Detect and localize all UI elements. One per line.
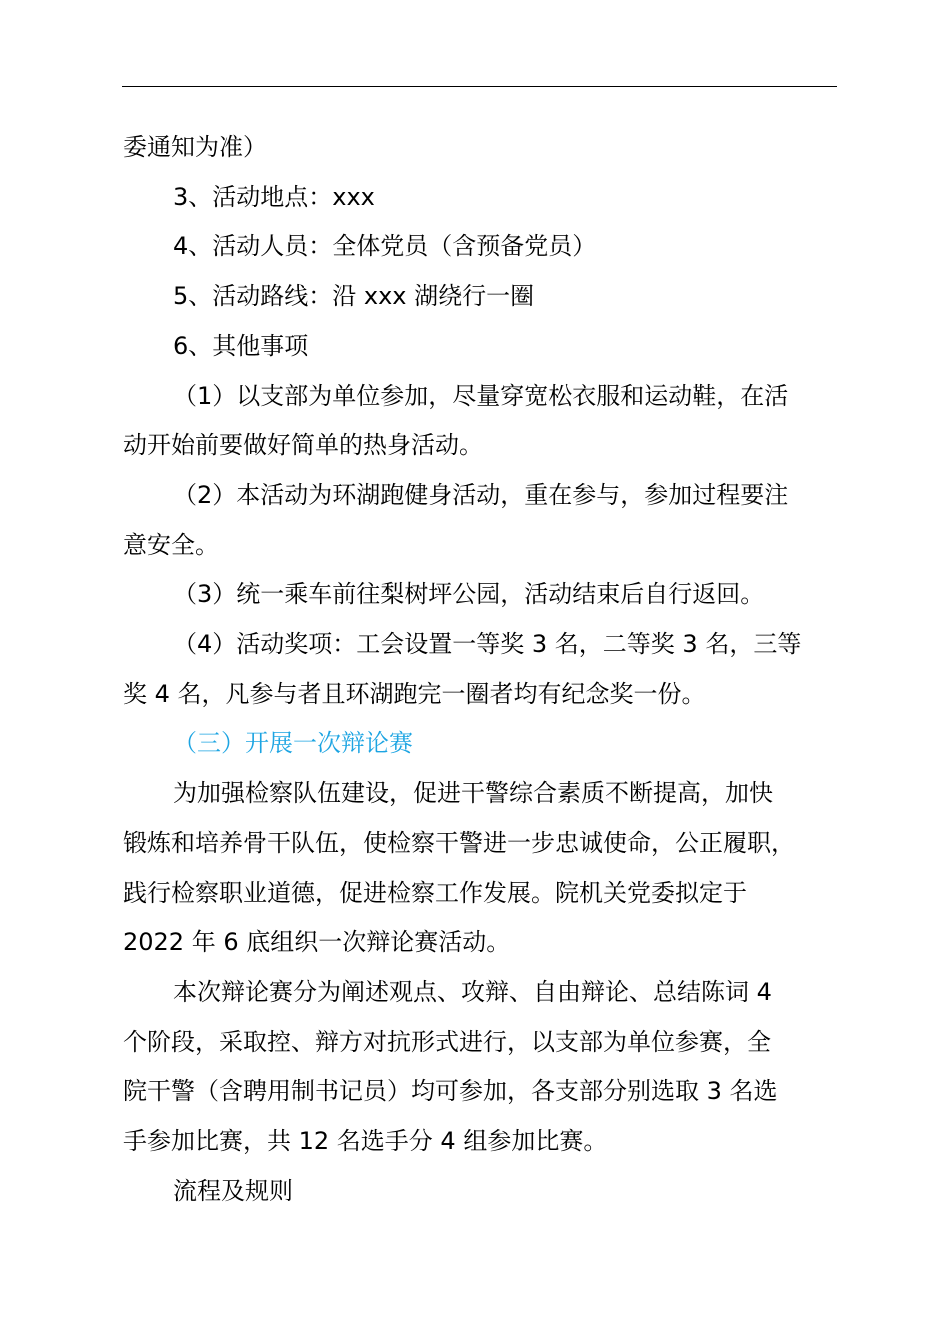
header-rule [122, 86, 837, 87]
text-line: 锻炼和培养骨干队伍，使检察干警进一步忠诚使命，公正履职， [123, 828, 795, 857]
text-line: 流程及规则 [173, 1176, 293, 1205]
section-heading: （三）开展一次辩论赛 [173, 729, 413, 758]
text-line: 3、活动地点：xxx [173, 182, 375, 211]
text-line: 2022 年 6 底组织一次辩论赛活动。 [123, 928, 511, 957]
document-body [123, 123, 837, 1216]
text-line: 奖 4 名，凡参与者且环湖跑完一圈者均有纪念奖一份。 [123, 679, 706, 708]
text-line: 手参加比赛，共 12 名选手分 4 组参加比赛。 [123, 1127, 608, 1156]
text-line: 动开始前要做好简单的热身活动。 [123, 431, 483, 460]
text-line: （2）本活动为环湖跑健身活动，重在参与，参加过程要注 [173, 480, 789, 509]
text-line: （4）活动奖项：工会设置一等奖 3 名，二等奖 3 名，三等 [173, 630, 802, 659]
text-line: 院干警（含聘用制书记员）均可参加，各支部分别选取 3 名选 [123, 1077, 778, 1106]
text-line: 践行检察职业道德，促进检察工作发展。院机关党委拟定于 [123, 878, 747, 907]
text-line: 5、活动路线：沿 xxx 湖绕行一圈 [173, 282, 535, 311]
text-line: （1）以支部为单位参加，尽量穿宽松衣服和运动鞋，在活 [173, 381, 789, 410]
text-line: 个阶段，采取控、辩方对抗形式进行，以支部为单位参赛，全 [123, 1027, 771, 1056]
text-line: （3）统一乘车前往梨树坪公园，活动结束后自行返回。 [173, 580, 765, 609]
text-line: 本次辩论赛分为阐述观点、攻辩、自由辩论、总结陈词 4 [173, 977, 772, 1006]
text-line: 4、活动人员：全体党员（含预备党员） [173, 232, 597, 261]
text-line: 为加强检察队伍建设，促进干警综合素质不断提高，加快 [173, 779, 773, 808]
text-line: 委通知为准） [123, 133, 267, 161]
text-line: 意安全。 [123, 530, 219, 559]
text-line: 6、其他事项 [173, 331, 309, 360]
